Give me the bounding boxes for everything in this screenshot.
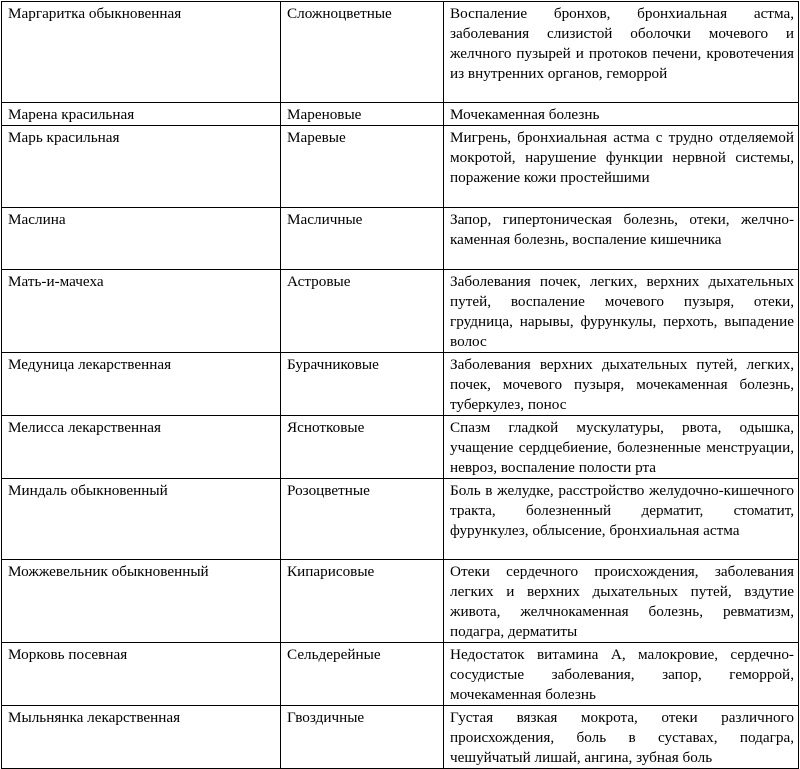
table-row	[2, 479, 799, 560]
plant-family-cell: Астровые	[281, 270, 444, 353]
plant-name-cell: Марь красильная	[2, 126, 281, 208]
plant-family-cell: Сложноцветные	[281, 2, 444, 103]
plant-name-cell: Мать-и-мачеха	[2, 270, 281, 353]
plant-family-cell: Маревые	[281, 126, 444, 208]
plant-name-cell: Марена красильная	[2, 103, 281, 126]
table-row	[2, 126, 799, 208]
plant-name-cell: Мыльнянка лекарственная	[2, 706, 281, 769]
medicinal-plants-table	[1, 1, 799, 769]
medical-use-cell: Запор, гипертоническая болезнь, отеки, желчно-каменная болезнь, воспаление кишечника	[444, 208, 799, 270]
plant-family-cell: Сельдерейные	[281, 643, 444, 706]
plant-family-cell: Кипарисовые	[281, 560, 444, 643]
medical-use-cell: Отеки сердечного происхождения, заболевания легких и верхних дыхательных путей, вздутие живота, желчнокаменная болезнь, ревматизм, подагра, дерматиты	[444, 560, 799, 643]
table-row	[2, 270, 799, 353]
table-row	[2, 2, 799, 103]
medical-use-cell: Заболевания почек, легких, верхних дыхательных путей, воспаление мочевого пузыря, отеки, грудница, нарывы, фурункулы, перхоть, выпадение волос	[444, 270, 799, 353]
table-row	[2, 643, 799, 706]
plant-name-cell: Миндаль обыкновенный	[2, 479, 281, 560]
plant-name-cell: Маргаритка обыкновенная	[2, 2, 281, 103]
table-row	[2, 416, 799, 479]
medical-use-cell: Недостаток витамина А, малокровие, сердечно-сосудистые заболевания, запор, геморрой, мочекаменная болезнь	[444, 643, 799, 706]
medical-use-cell: Густая вязкая мокрота, отеки различного происхождения, боль в суставах, подагра, чешуйчатый лишай, ангина, зубная боль	[444, 706, 799, 769]
plant-family-cell: Масличные	[281, 208, 444, 270]
medical-use-cell: Мигрень, бронхиальная астма с трудно отделяемой мокротой, нарушение функции нервной системы, поражение кожи простейшими	[444, 126, 799, 208]
plant-family-cell: Бурачниковые	[281, 353, 444, 416]
plant-family-cell: Яснотковые	[281, 416, 444, 479]
table-row	[2, 208, 799, 270]
medical-use-cell: Воспаление бронхов, бронхиальная астма, заболевания слизистой оболочки мочевого и желчного пузырей и протоков печени, кровотечения из внутренних органов, геморрой	[444, 2, 799, 103]
plant-name-cell: Мелисса лекарственная	[2, 416, 281, 479]
plant-name-cell: Медуница лекарственная	[2, 353, 281, 416]
table-row	[2, 103, 799, 126]
medical-use-cell: Заболевания верхних дыхательных путей, легких, почек, мочевого пузыря, мочекаменная болезнь, туберкулез, понос	[444, 353, 799, 416]
table-row	[2, 353, 799, 416]
medical-use-cell: Спазм гладкой мускулатуры, рвота, одышка, учащение сердцебиение, болезненные менструации, невроз, воспаление полости рта	[444, 416, 799, 479]
medical-use-cell: Боль в желудке, расстройство желудочно-кишечного тракта, болезненный дерматит, стоматит, фурункулез, облысение, бронхиальная астма	[444, 479, 799, 560]
medical-use-cell: Мочекаменная болезнь	[444, 103, 799, 126]
plant-family-cell: Мареновые	[281, 103, 444, 126]
plant-name-cell: Маслина	[2, 208, 281, 270]
table-row	[2, 706, 799, 769]
plant-family-cell: Розоцветные	[281, 479, 444, 560]
table-row	[2, 560, 799, 643]
table-body	[2, 2, 799, 769]
plant-family-cell: Гвоздичные	[281, 706, 444, 769]
plant-name-cell: Морковь посевная	[2, 643, 281, 706]
plant-name-cell: Можжевельник обыкновенный	[2, 560, 281, 643]
